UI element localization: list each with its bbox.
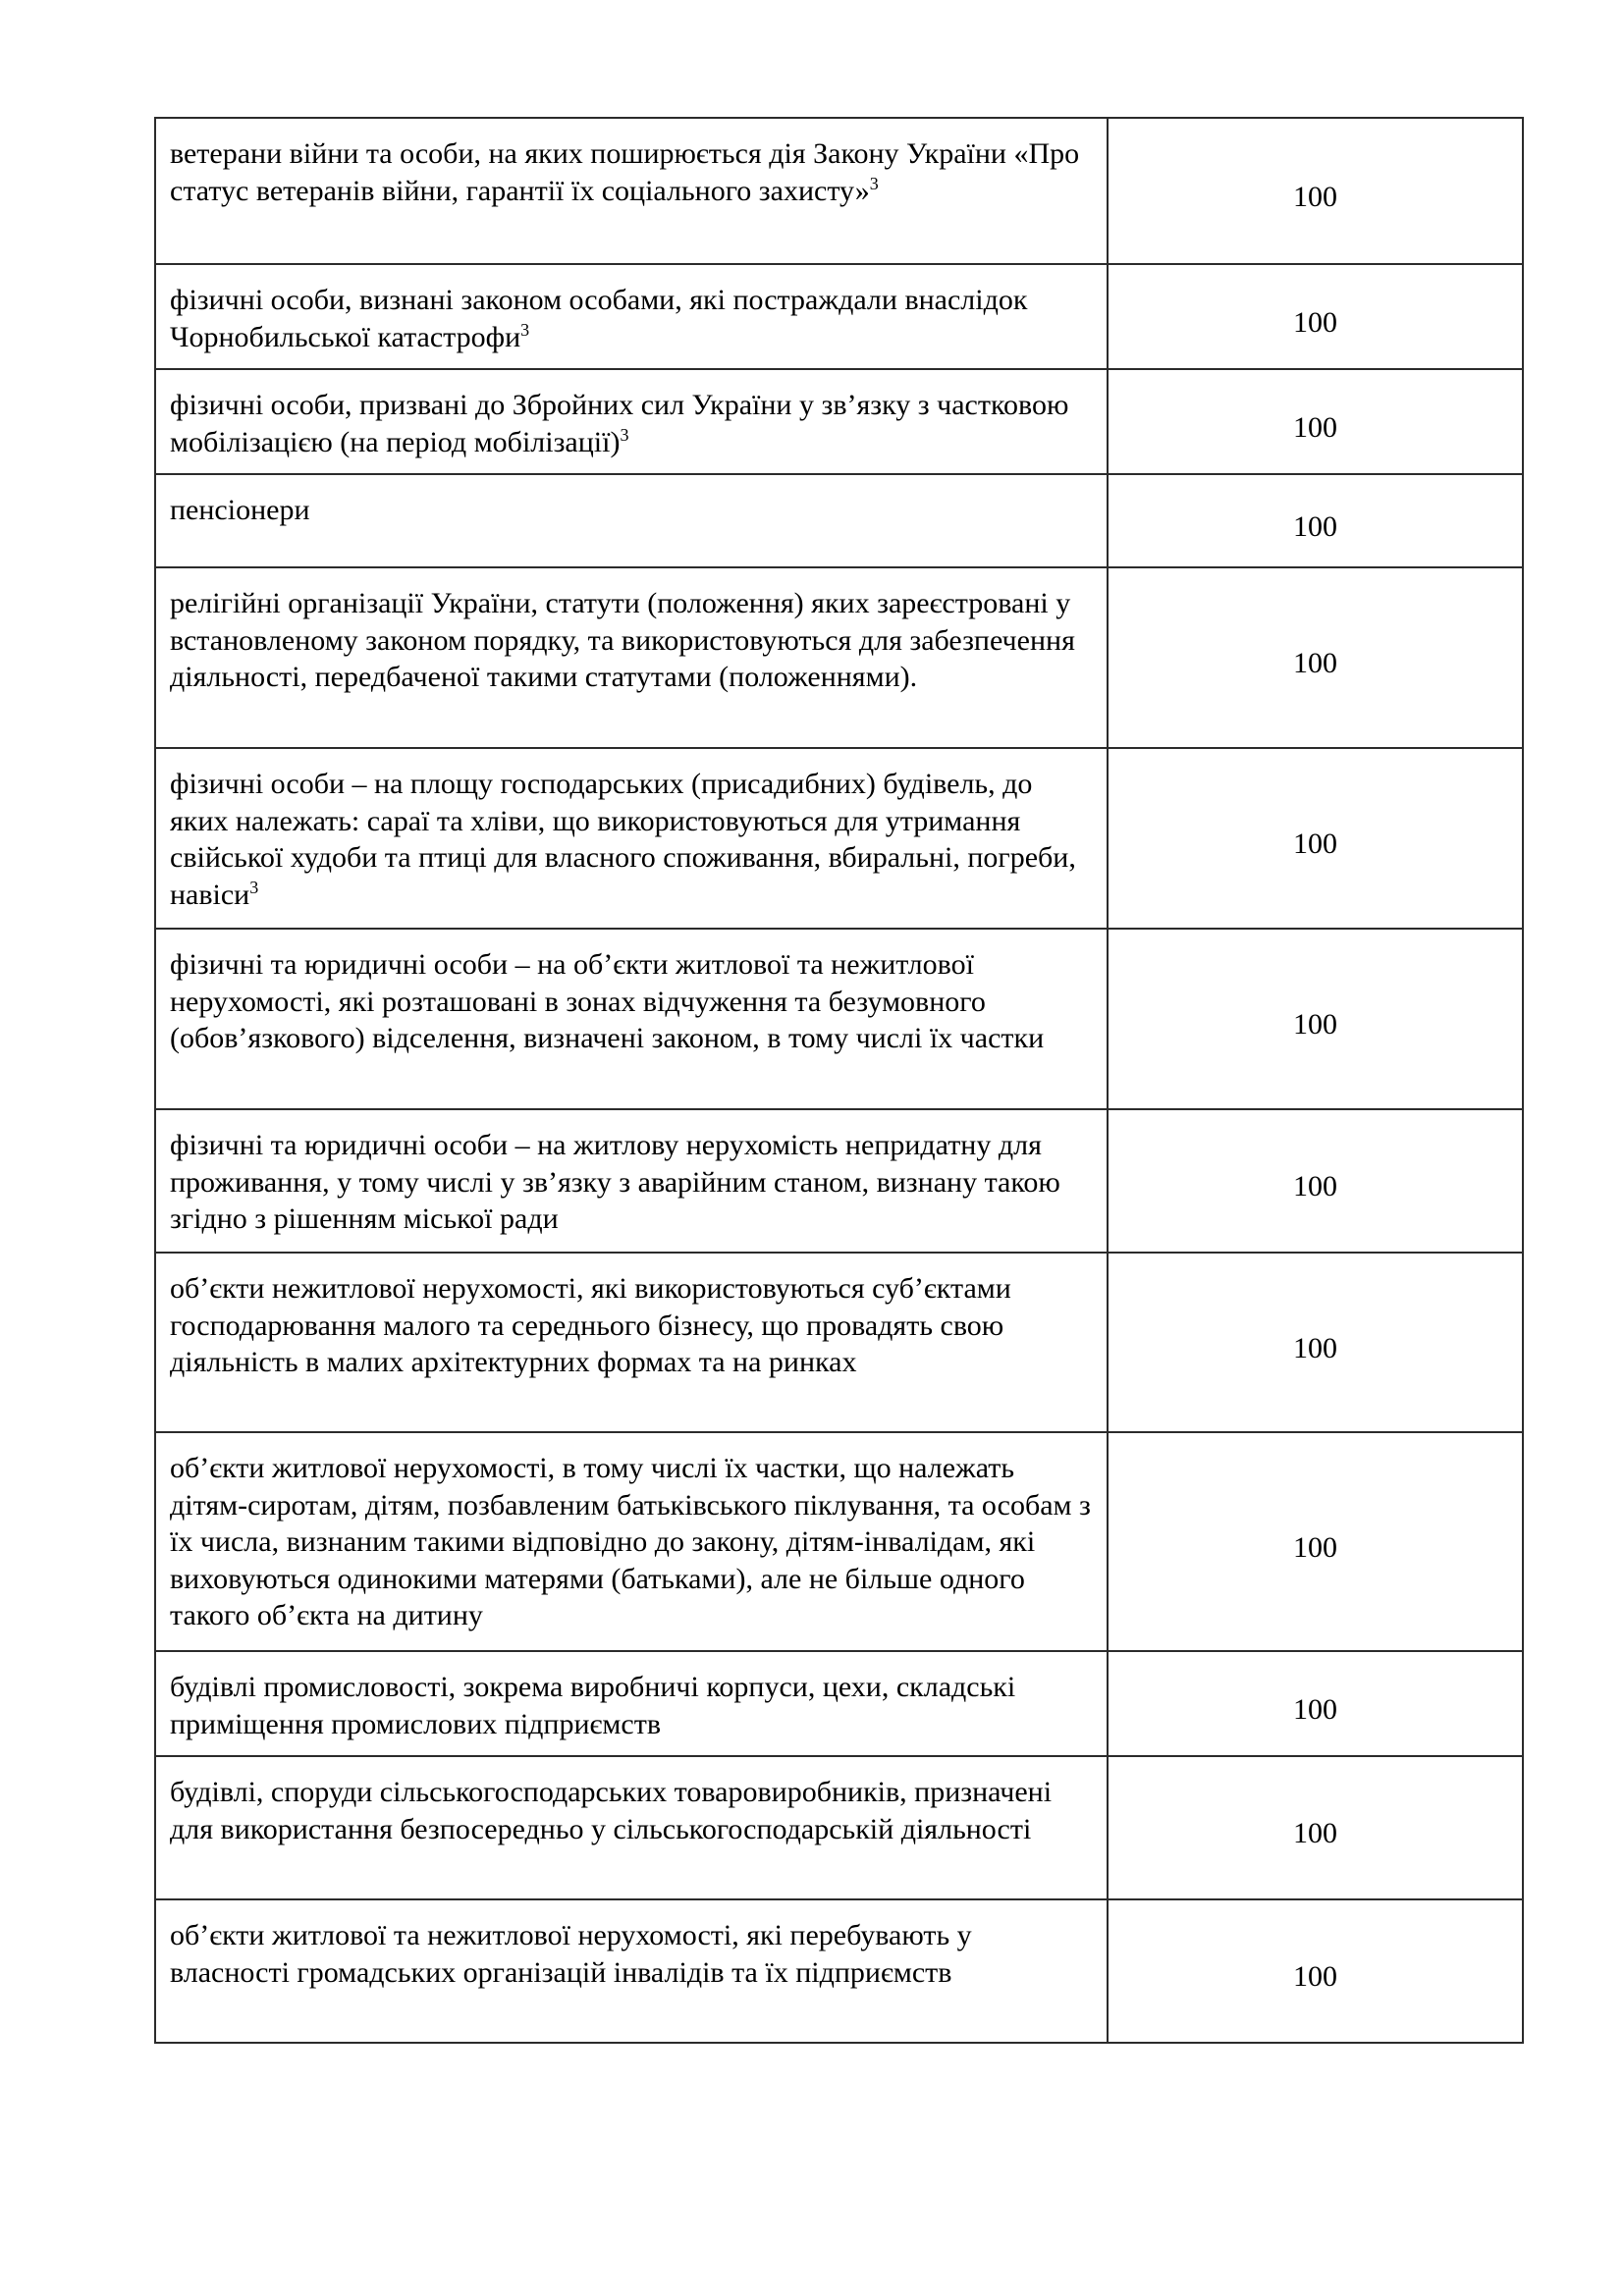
value-text: 100 [1293, 647, 1337, 680]
row-description [155, 1756, 1108, 1899]
description-text: будівлі промисловості, зокрема виробничі корпуси, цехи, складські приміщення промислових підприємств [170, 1671, 1016, 1740]
value-text: 100 [1293, 1960, 1337, 1994]
table-row [155, 369, 1523, 474]
description-text: пенсіонери [170, 494, 310, 526]
table-row [155, 748, 1523, 929]
table-row [155, 1432, 1523, 1651]
description-text: об’єкти житлової та нежитлової нерухомості, які перебувають у власності громадських організацій інвалідів та їх підприємств [170, 1919, 972, 1989]
value-text: 100 [1293, 509, 1337, 543]
row-value [1108, 474, 1523, 567]
description-text: фізичні та юридичні особи – на об’єкти житлової та нежитлової нерухомості, які розташовані в зонах відчуження та безумовного (обов’язкового) відселення, визначені законом, в тому числі їх частки [170, 948, 1045, 1054]
row-description [155, 1109, 1108, 1253]
description-text: будівлі, споруди сільськогосподарських товаровиробників, призначені для використання безпосередньо у сільськогосподарській діяльності [170, 1776, 1053, 1845]
description-text: об’єкти житлової нерухомості, в тому числі їх частки, що належать дітям-сиротам, дітям, позбавленим батьківського піклування, та особам з їх числа, визнаним такими відповідно до закону, дітям-інвалідам, які виховуються одинокими матерями (батьками), але не більше одного такого об’єкта на дитину [170, 1452, 1091, 1631]
row-value [1108, 567, 1523, 748]
description-text: фізичні особи, визнані законом особами, які постраждали внаслідок Чорнобильської катастрофи [170, 284, 1028, 353]
description-text: релігійні організації України, статути (положення) яких зареєстровані у встановленому законом порядку, та використовуються для забезпечення діяльності, передбаченої такими статутами (положеннями). [170, 587, 1075, 693]
row-description [155, 118, 1108, 264]
row-value [1108, 1253, 1523, 1432]
description-text: фізичні особи, призвані до Збройних сил України у зв’язку з частковою мобілізацією (на період мобілізації) [170, 389, 1069, 458]
description-text: об’єкти нежитлової нерухомості, які використовуються суб’єктами господарювання малого та середнього бізнесу, що провадять свою діяльність в малих архітектурних формах та на ринках [170, 1272, 1011, 1378]
row-value [1108, 1432, 1523, 1651]
table-row [155, 1651, 1523, 1756]
footnote-marker: 3 [869, 173, 879, 193]
table-row [155, 567, 1523, 748]
value-text: 100 [1293, 1692, 1337, 1726]
table-row [155, 929, 1523, 1109]
table-row [155, 264, 1523, 369]
row-value [1108, 118, 1523, 264]
row-description [155, 369, 1108, 474]
row-value [1108, 1899, 1523, 2043]
row-value [1108, 1109, 1523, 1253]
row-value [1108, 1756, 1523, 1899]
value-text: 100 [1293, 305, 1337, 339]
description-text: фізичні особи – на площу господарських (присадибних) будівель, до яких належать: сараї та хліви, що використовуються для утримання свійської худоби та птиці для власного споживання, вбиральні, погреби, навіси [170, 768, 1076, 911]
row-value [1108, 264, 1523, 369]
value-text: 100 [1293, 828, 1337, 861]
table-row [155, 474, 1523, 567]
row-description [155, 1253, 1108, 1432]
table-row [155, 1756, 1523, 1899]
value-text: 100 [1293, 410, 1337, 444]
row-value [1108, 929, 1523, 1109]
row-description [155, 1432, 1108, 1651]
exemptions-table [154, 117, 1524, 2044]
footnote-marker: 3 [620, 424, 629, 445]
value-text: 100 [1293, 180, 1337, 213]
row-description [155, 748, 1108, 929]
row-description [155, 567, 1108, 748]
table-row [155, 1253, 1523, 1432]
table-row [155, 1109, 1523, 1253]
value-text: 100 [1293, 1170, 1337, 1203]
row-description [155, 929, 1108, 1109]
row-value [1108, 369, 1523, 474]
value-text: 100 [1293, 1530, 1337, 1564]
description-text: фізичні та юридичні особи – на житлову нерухомість непридатну для проживання, у тому числі у зв’язку з аварійним станом, визнану такою згідно з рішенням міської ради [170, 1129, 1060, 1235]
row-description [155, 1899, 1108, 2043]
description-text: ветерани війни та особи, на яких поширюється дія Закону України «Про статус ветеранів війни, гарантії їх соціального захисту» [170, 137, 1080, 207]
value-text: 100 [1293, 1817, 1337, 1850]
row-description [155, 1651, 1108, 1756]
value-text: 100 [1293, 1008, 1337, 1041]
row-description [155, 474, 1108, 567]
table-row [155, 1899, 1523, 2043]
row-description [155, 264, 1108, 369]
table-row [155, 118, 1523, 264]
footnote-marker: 3 [249, 877, 259, 897]
row-value [1108, 1651, 1523, 1756]
footnote-marker: 3 [520, 319, 530, 340]
value-text: 100 [1293, 1331, 1337, 1364]
row-value [1108, 748, 1523, 929]
